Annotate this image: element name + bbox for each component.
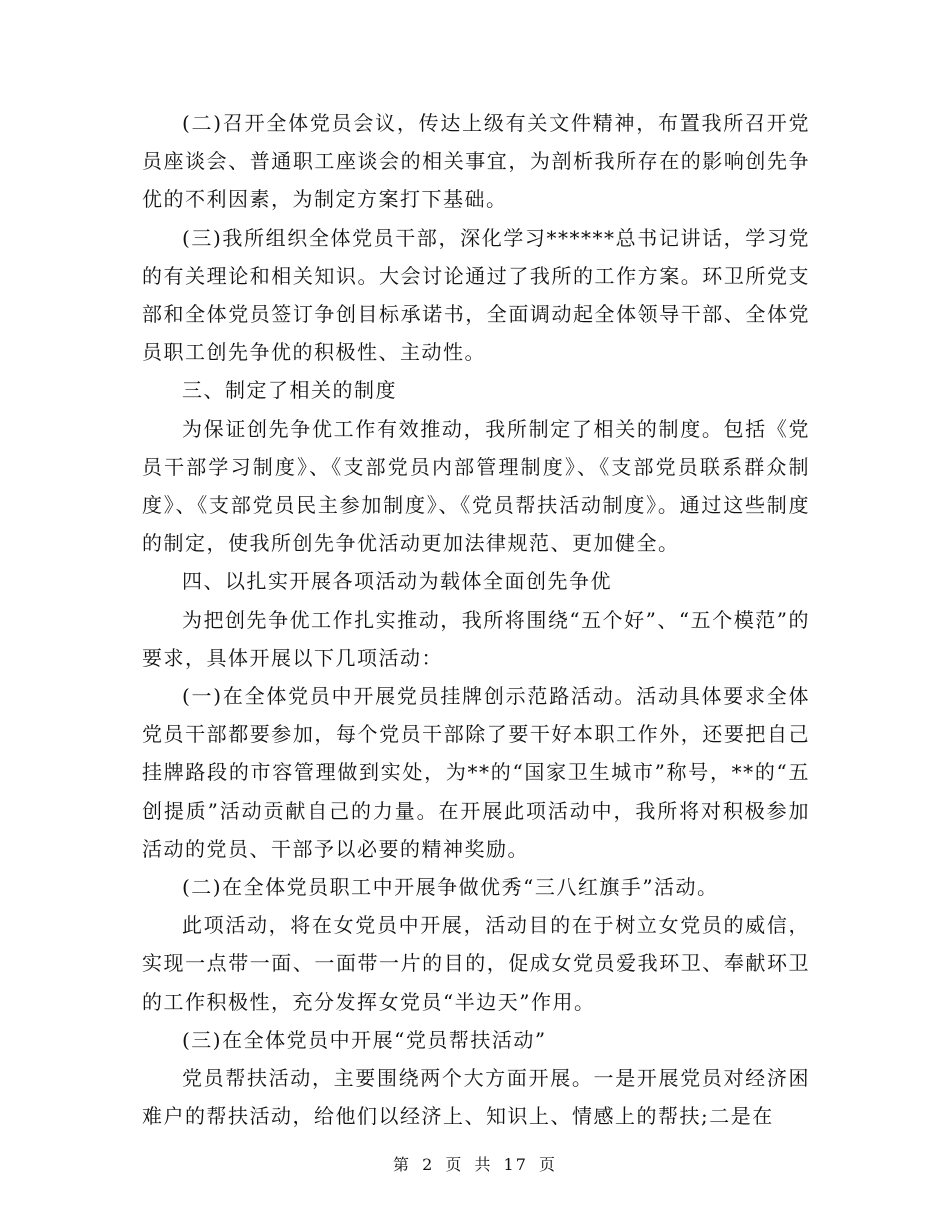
paragraph-meeting: (二)召开全体党员会议，传达上级有关文件精神，布置我所召开党员座谈会、普通职工座谈会的相关事宜，为剖析我所存在的影响创先争优的不利因素，为制定方案打下基础。 xyxy=(142,111,810,212)
paragraph-rules: 为保证创先争优工作有效推动，我所制定了相关的制度。包括《党员干部学习制度》、《支部党员内部管理制度》、《支部党员联系群众制度》、《支部党员民主参加制度》、《党员帮扶活动制度》。通过这些制度的制定，使我所创先争优活动更加法律规范、更加健全。 xyxy=(142,416,810,556)
paragraph-study: (三)我所组织全体党员干部，深化学习******总书记讲话，学习党的有关理论和相关知识。大会讨论通过了我所的工作方案。环卫所党支部和全体党员签订争创目标承诺书，全面调动起全体领导干部、全体党员职工创先争优的积极性、主动性。 xyxy=(142,225,810,365)
page-number-footer: 第 2 页 共 17 页 xyxy=(393,1155,557,1174)
paragraph-activity-3-title: (三)在全体党员中开展“党员帮扶活动” xyxy=(182,1027,547,1052)
paragraph-activity-1: (一)在全体党员中开展党员挂牌创示范路活动。活动具体要求全体党员干部都要参加，每个党员干部除了要干好本职工作外，还要把自己挂牌路段的市容管理做到实处，为**的“国家卫生城市”称号，**的“五创提质”活动贡献自己的力量。在开展此项活动中，我所将对积极参加活动的党员、干部予以必要的精神奖励。 xyxy=(142,684,810,861)
section-heading-rules: 三、制定了相关的制度 xyxy=(182,378,397,403)
paragraph-activities-intro: 为把创先争优工作扎实推动，我所将围绕“五个好”、“五个模范”的要求，具体开展以下几项活动： xyxy=(142,607,810,670)
section-heading-activities: 四、以扎实开展各项活动为载体全面创先争优 xyxy=(182,569,612,594)
document-body xyxy=(142,104,810,1135)
paragraph-activity-2-title: (二)在全体党员职工中开展争做优秀“三八红旗手”活动。 xyxy=(182,875,719,900)
paragraph-activity-2-body: 此项活动，将在女党员中开展，活动目的在于树立女党员的威信，实现一点带一面、一面带一片的目的，促成女党员爱我环卫、奉献环卫的工作积极性，充分发挥女党员“半边天”作用。 xyxy=(142,913,810,1014)
paragraph-activity-3-body: 党员帮扶活动，主要围绕两个大方面开展。一是开展党员对经济困难户的帮扶活动，给他们以经济上、知识上、情感上的帮扶;二是在 xyxy=(142,1066,810,1129)
